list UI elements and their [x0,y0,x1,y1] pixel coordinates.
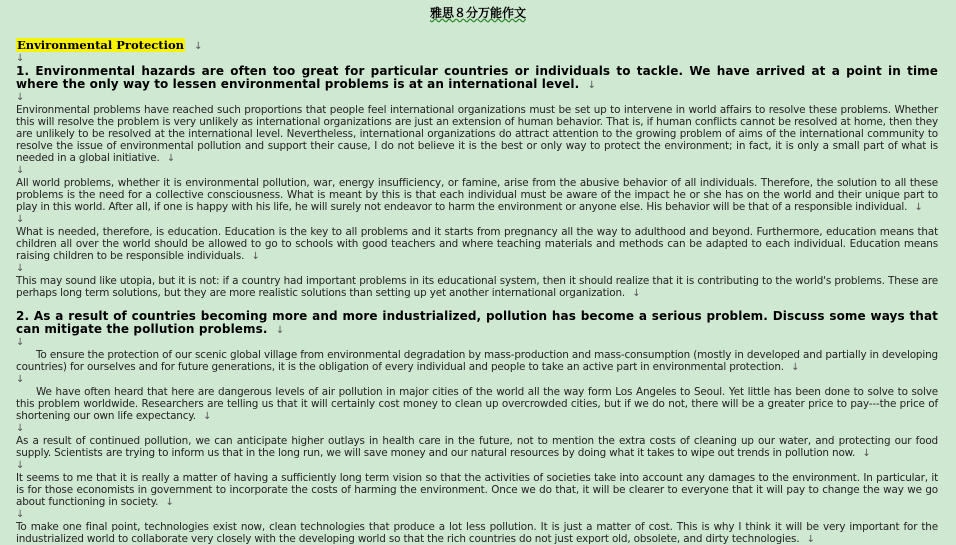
return-mark-icon: ↓ [16,509,25,520]
return-mark-icon: ↓ [16,374,25,385]
paragraph-text: This may sound like utopia, but it is not: if a country had important problems in its educational system, then it should realize that it is contributing to the world's problems. These are perhaps long term solutions, but they are more realistic solutions than setting up yet another international organization. [16,275,938,299]
return-mark-icon: ↓ [16,337,25,348]
return-mark-icon: ↓ [194,41,203,52]
return-mark-icon: ↓ [16,165,25,176]
paragraph-text: It seems to me that it is really a matter of having a sufficiently long term vision so that the activities of societies take into account any damages to the environment. In particular, it is for those economists in government to incorporate the costs of harming the environment. Once we do that, it will be clearer to everyone that it will pay to change the way we go about functioning in society. [16,472,938,508]
document-title [0,4,956,21]
document-body [16,34,938,545]
return-mark-icon: ↓ [166,153,176,164]
return-mark-icon: ↓ [275,324,285,336]
return-mark-icon: ↓ [16,92,25,103]
return-mark-icon: ↓ [16,460,25,471]
question-2-text: 2. As a result of countries becoming more and more industrialized, pollution has become a serious problem. Discuss some ways that can mitigate the pollution problems. [16,309,938,336]
paragraph [16,435,938,460]
return-mark-icon: ↓ [632,288,641,299]
question-1-text: 1. Environmental hazards are often too great for particular countries or individuals to tackle. We have arrived at a point in time where the only way to lessen environmental problems is at an international level. [16,64,938,91]
return-mark-icon: ↓ [165,497,174,508]
return-mark-icon: ↓ [16,263,25,274]
return-mark-icon: ↓ [587,79,597,91]
paragraph-text: Environmental problems have reached such proportions that people feel international organizations must be set up to intervene in world affairs to resolve these problems. Whether this will resolve the problem is very unlikely as international organizations are just an extension of human behavior. That is, if human conflicts cannot be resolved at home, then they are unlikely to be resolved at the international level. Nevertheless, international organizations do attract attention to the growing problem of aims of the international community to resolve the issue of environmental pollution and support their cause, I do not believe it is the best or only way to protect the environment; in fact, it is only a small part of what is needed in a global initiative. [16,104,938,164]
return-mark-icon: ↓ [203,411,212,422]
return-mark-icon: ↓ [16,53,25,64]
paragraph [16,472,938,509]
question-1 [16,65,938,92]
return-mark-icon: ↓ [16,423,25,434]
question-2 [16,310,938,337]
return-mark-icon: ↓ [806,534,815,545]
paragraph-text: We have often heard that here are dangerous levels of air pollution in major cities of the world all the way form Los Angeles to Seoul. Yet little has been done to solve to solve this problem worldwide. Researchers are telling us that it will certainly cost money to clean up overcrowded cities, but if we do not, there will be a greater price to pay---the price of shortening our own life expectancy. [16,386,938,422]
paragraph-text: All world problems, whether it is environmental pollution, war, energy insufficiency, or famine, arise from the abusive behavior of all individuals. Therefore, the solution to all these problems is the need for a collective consciousness. What is meant by this is that each individual must be aware of the impact he or she has on the world and their unique part to play in this world. After all, if one is happy with his life, he will surely not endeavor to harm the environment or anyone else. His behavior will be that of a responsible individual. [16,177,938,213]
return-mark-icon: ↓ [914,202,923,213]
paragraph [16,521,938,545]
paragraph-text: What is needed, therefore, is education. Education is the key to all problems and it starts from pregnancy all the way to adulthood and beyond. Furthermore, education means that children all over the world should be allowed to go to schools with good teachers and where teaching materials and methods can be adapted to each individual. Education means raising children to be responsible individuals. [16,226,938,262]
paragraph-text: As a result of continued pollution, we can anticipate higher outlays in health care in the future, not to mention the extra costs of cleaning up our water, and protecting our food supply. Scientists are trying to inform us that in the long run, we will save money and our natural resources by doing what it takes to wipe out trends in pollution now. [16,435,938,459]
paragraph-text: To make one final point, technologies exist now, clean technologies that produce a lot less pollution. It is just a matter of cost. This is why I think it will be very important for the industrialized world to collaborate very closely with the developing world so that the rich countries do not just export old, obsolete, and dirty technologies. [16,521,938,545]
return-mark-icon: ↓ [862,448,871,459]
paragraph-text: To ensure the protection of our scenic global village from environmental degradation by mass-production and mass-consumption (mostly in developed and partially in developing countries) for ourselves and for future generations, it is the obligation of every individual and people to take an active part in environmental protection. [16,349,938,373]
paragraph [16,177,938,214]
document-title-text: 雅思８分万能作文 [429,6,526,20]
paragraph [16,275,938,300]
paragraph [16,349,938,374]
return-mark-icon: ↓ [251,251,260,262]
paragraph [16,386,938,423]
section-heading: Environmental Protection [17,38,184,52]
paragraph [16,104,938,165]
return-mark-icon: ↓ [16,214,25,225]
paragraph [16,226,938,263]
return-mark-icon: ↓ [791,362,800,373]
